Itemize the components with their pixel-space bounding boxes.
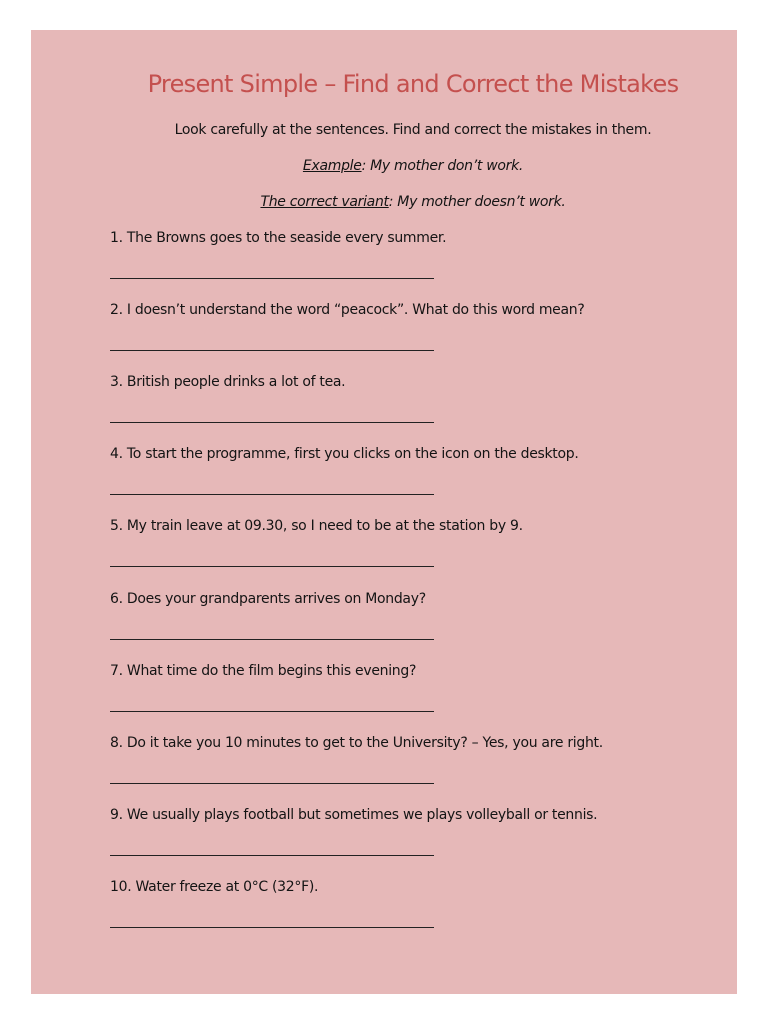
question-8: 8. Do it take you 10 minutes to get to the University? – Yes, you are right.: [110, 735, 603, 751]
question-9: 9. We usually plays football but sometimes we plays volleyball or tennis.: [110, 807, 598, 823]
answer-line-1[interactable]: [110, 278, 434, 279]
question-5: 5. My train leave at 09.30, so I need to be at the station by 9.: [110, 518, 523, 534]
answer-line-10[interactable]: [110, 927, 434, 928]
example-line: [31, 158, 737, 174]
correct-variant-line: [31, 194, 737, 210]
example-label: Example: [302, 158, 362, 174]
answer-line-5[interactable]: [110, 566, 434, 567]
answer-line-2[interactable]: [110, 350, 434, 351]
question-10: 10. Water freeze at 0°C (32°F).: [110, 879, 319, 895]
answer-line-8[interactable]: [110, 783, 434, 784]
answer-line-3[interactable]: [110, 422, 434, 423]
question-3: 3. British people drinks a lot of tea.: [110, 374, 346, 390]
question-2: 2. I doesn’t understand the word “peacock”. What do this word mean?: [110, 302, 585, 318]
question-7: 7. What time do the film begins this evening?: [110, 663, 417, 679]
answer-line-7[interactable]: [110, 711, 434, 712]
answer-line-4[interactable]: [110, 494, 434, 495]
correct-variant-text: : My mother doesn’t work.: [388, 194, 566, 210]
worksheet-title: Present Simple – Find and Correct the Mistakes: [147, 70, 679, 98]
answer-line-6[interactable]: [110, 639, 434, 640]
question-4: 4. To start the programme, first you clicks on the icon on the desktop.: [110, 446, 579, 462]
instructions: Look carefully at the sentences. Find and correct the mistakes in them.: [174, 122, 652, 138]
question-1: 1. The Browns goes to the seaside every summer.: [110, 230, 447, 246]
worksheet: [31, 30, 737, 994]
example-text: : My mother don’t work.: [361, 158, 524, 174]
correct-variant-label: The correct variant: [260, 194, 389, 210]
question-6: 6. Does your grandparents arrives on Monday?: [110, 591, 426, 607]
answer-line-9[interactable]: [110, 855, 434, 856]
